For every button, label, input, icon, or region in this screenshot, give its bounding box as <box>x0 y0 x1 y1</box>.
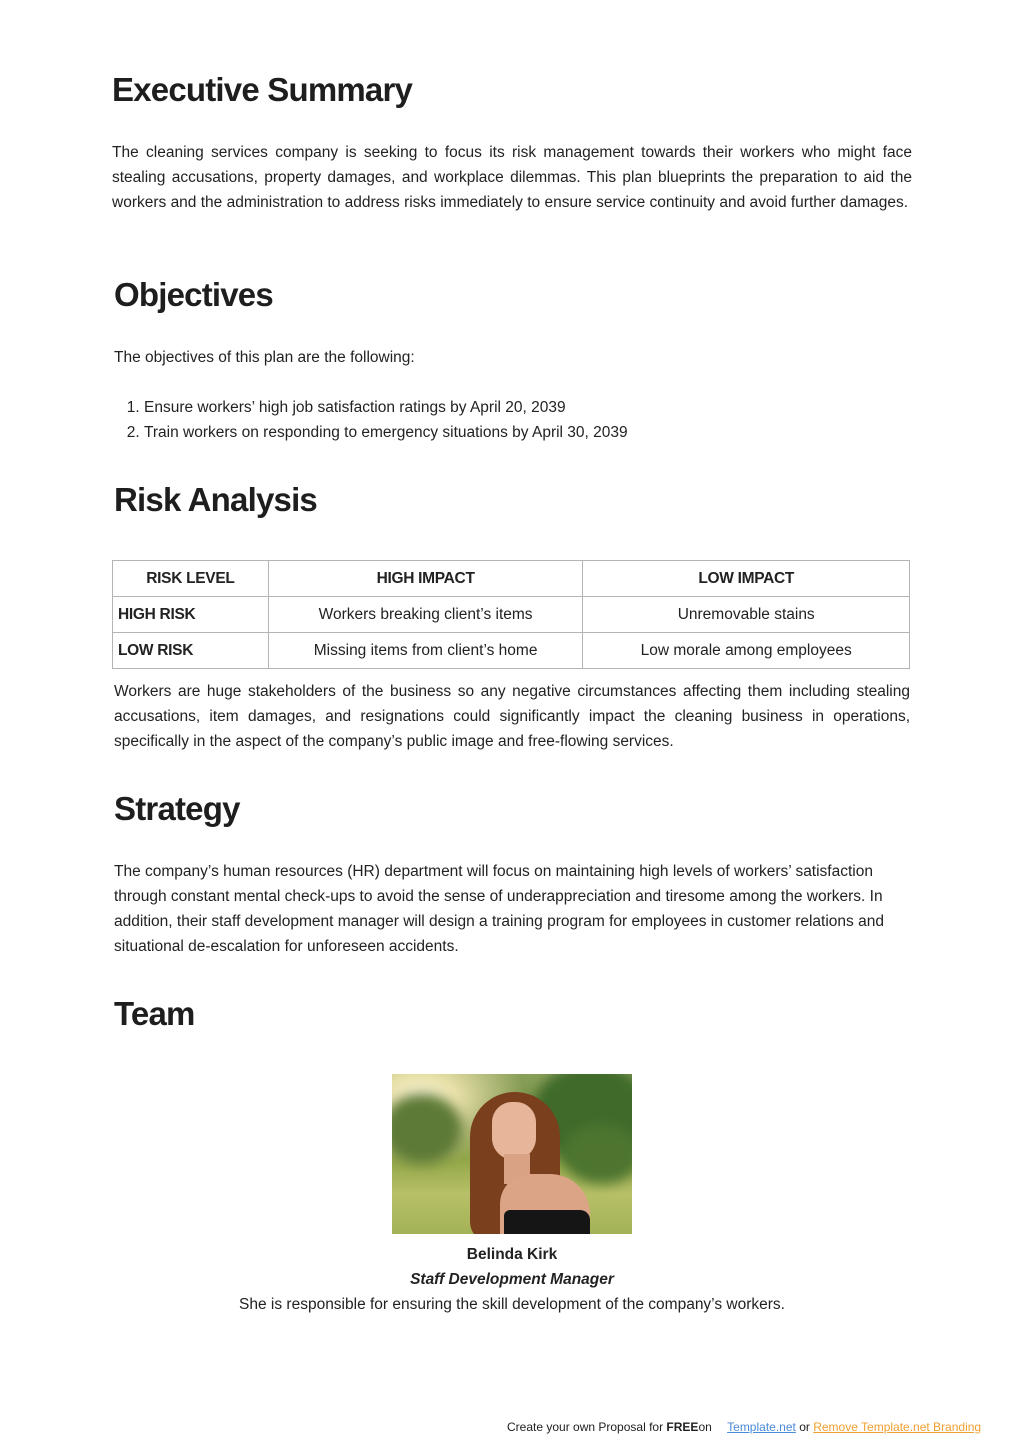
table-header-row <box>113 561 910 597</box>
team-member-description: She is responsible for ensuring the skill development of the company’s workers. <box>239 1296 785 1313</box>
risk-analysis-body: Workers are huge stakeholders of the business so any negative circumstances affecting them including stealing accusations, item damages, and resignations could significantly impact the cleaning business in operations, specifically in the aspect of the company’s public image and free-flowing services. <box>114 683 910 750</box>
table-cell: Low morale among employees <box>583 633 910 669</box>
table-row <box>113 633 910 669</box>
team-member-name: Belinda Kirk <box>466 1246 558 1263</box>
risk-analysis-heading: Risk Analysis <box>114 481 317 518</box>
objectives-heading: Objectives <box>114 276 273 313</box>
objectives-list <box>114 395 628 445</box>
footer-prefix: Create your own Proposal for <box>507 1420 667 1434</box>
strategy-heading: Strategy <box>114 790 240 827</box>
footer-or: or <box>799 1420 810 1434</box>
risk-matrix-table <box>112 560 910 669</box>
header-low-impact: LOW IMPACT <box>583 561 910 597</box>
objective-item: 2. Train workers on responding to emergency situations by April 30, 2039 <box>144 420 628 445</box>
team-member-role: Staff Development Manager <box>410 1271 614 1288</box>
row-label: LOW RISK <box>113 633 269 669</box>
table-cell: Unremovable stains <box>583 597 910 633</box>
footer-branding <box>507 1420 981 1434</box>
team-heading: Team <box>114 995 195 1032</box>
executive-summary-body: The cleaning services company is seeking to focus its risk management towards their workers who might face stealing accusations, property damages, and workplace dilemmas. This plan blueprints the preparation to aid the workers and the administration to address risks immediately to ensure service continuity and avoid further damages. <box>112 144 912 211</box>
template-net-link[interactable]: Template.net <box>727 1420 796 1434</box>
row-label: HIGH RISK <box>113 597 269 633</box>
footer-free: FREE <box>666 1420 699 1434</box>
header-risk-level: RISK LEVEL <box>113 561 269 597</box>
header-high-impact: HIGH IMPACT <box>268 561 583 597</box>
objective-item: 1. Ensure workers’ high job satisfaction ratings by April 20, 2039 <box>144 395 628 420</box>
strategy-body: The company’s human resources (HR) department will focus on maintaining high levels of workers’ satisfaction through constant mental check-ups to avoid the sense of underappreciation and tiresome among the workers. In addition, their staff development manager will design a training program for employees in customer relations and situational de-escalation for unforeseen accidents. <box>114 863 884 955</box>
objectives-intro: The objectives of this plan are the following: <box>114 349 415 366</box>
footer-on: on <box>698 1420 712 1434</box>
executive-summary-heading: Executive Summary <box>112 71 413 108</box>
remove-branding-link[interactable]: Remove Template.net Branding <box>813 1420 982 1434</box>
table-row <box>113 597 910 633</box>
team-member-photo <box>392 1074 632 1234</box>
table-cell: Workers breaking client’s items <box>268 597 583 633</box>
table-cell: Missing items from client’s home <box>268 633 583 669</box>
